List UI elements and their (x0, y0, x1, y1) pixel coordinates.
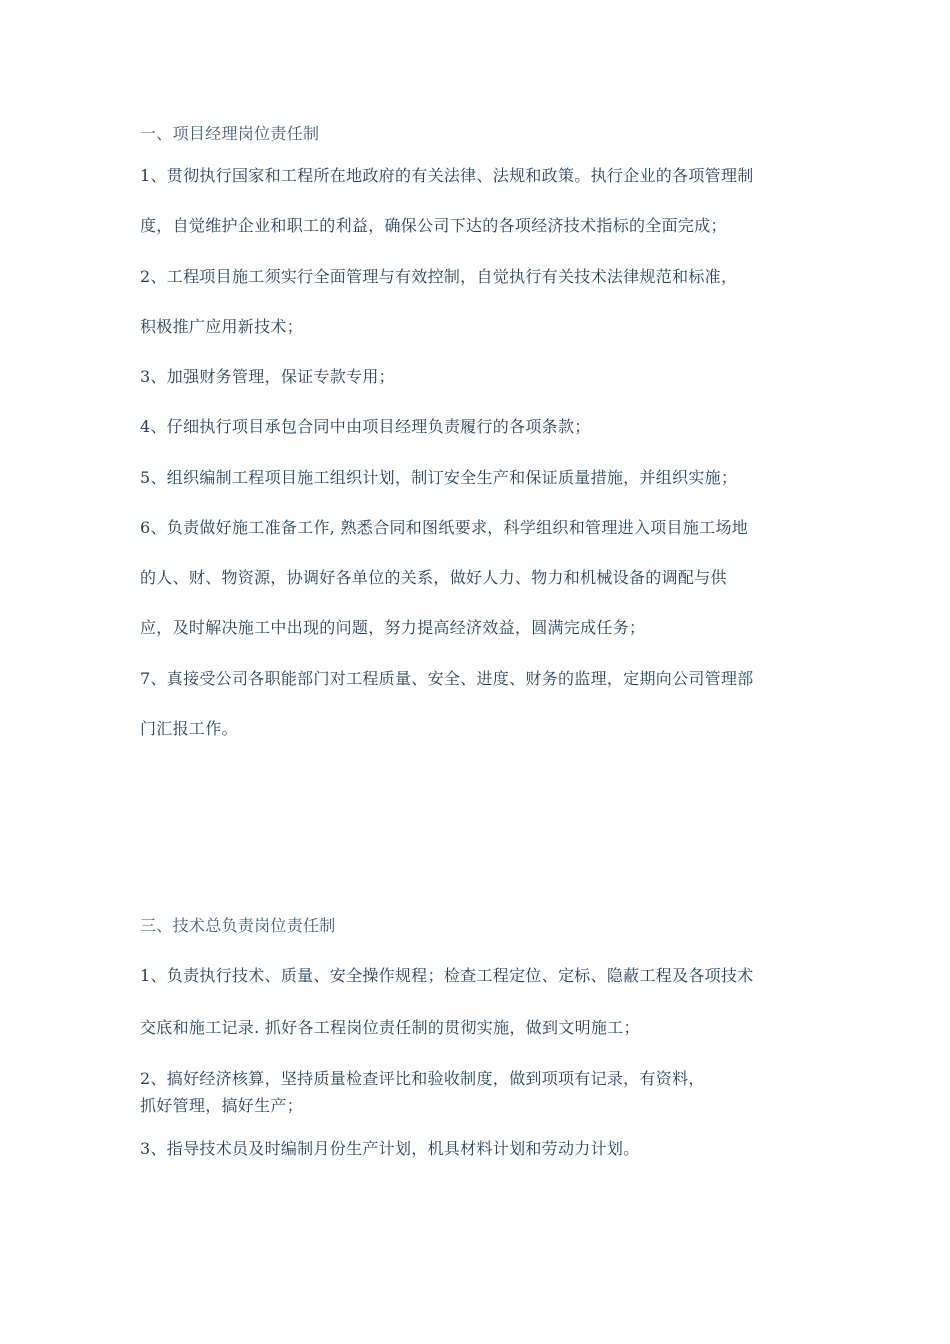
paragraph-line: 抓好管理，搞好生产； (140, 1096, 304, 1115)
paragraph-line: 的人、财、物资源，协调好各单位的关系，做好人力、物力和机械设备的调配与供 (140, 568, 727, 587)
paragraph-line: 度，自觉维护企业和职工的利益，确保公司下达的各项经济技术指标的全面完成； (140, 216, 727, 235)
section-heading-technical-lead: 三、技术总负责岗位责任制 (140, 916, 336, 935)
paragraph-line: 积极推广应用新技术； (140, 317, 304, 336)
paragraph-line: 6、负责做好施工准备工作, 熟悉合同和图纸要求，科学组织和管理进入项目施工场地 (140, 518, 749, 537)
paragraph-line: 2、搞好经济核算，坚持质量检查评比和验收制度，做到项项有记录，有资料， (140, 1069, 705, 1088)
paragraph-line: 3、加强财务管理，保证专款专用； (140, 367, 395, 386)
paragraph-line: 1、贯彻执行国家和工程所在地政府的有关法律、法规和政策。执行企业的各项管理制 (140, 166, 754, 185)
paragraph-line: 5、组织编制工程项目施工组织计划，制订安全生产和保证质量措施，并组织实施； (140, 468, 738, 487)
paragraph-line: 7、真接受公司各职能部门对工程质量、安全、进度、财务的监理，定期向公司管理部 (140, 669, 754, 688)
paragraph-line: 应，及时解决施工中出现的问题，努力提高经济效益，圆满完成任务； (140, 618, 646, 637)
section-heading-project-manager: 一、项目经理岗位责任制 (140, 124, 320, 143)
paragraph-line: 交底和施工记录. 抓好各工程岗位责任制的贯彻实施，做到文明施工； (140, 1018, 640, 1037)
paragraph-line: 1、负责执行技术、质量、安全操作规程；检查工程定位、定标、隐蔽工程及各项技术 (140, 966, 754, 985)
paragraph-line: 3、指导技术员及时编制月份生产计划，机具材料计划和劳动力计划。 (140, 1139, 640, 1158)
paragraph-line: 门汇报工作。 (140, 719, 238, 738)
paragraph-line: 2、工程项目施工须实行全面管理与有效控制，自觉执行有关技术法律规范和标准， (140, 267, 738, 286)
paragraph-line: 4、仔细执行项目承包合同中由项目经理负责履行的各项条款； (140, 417, 591, 436)
